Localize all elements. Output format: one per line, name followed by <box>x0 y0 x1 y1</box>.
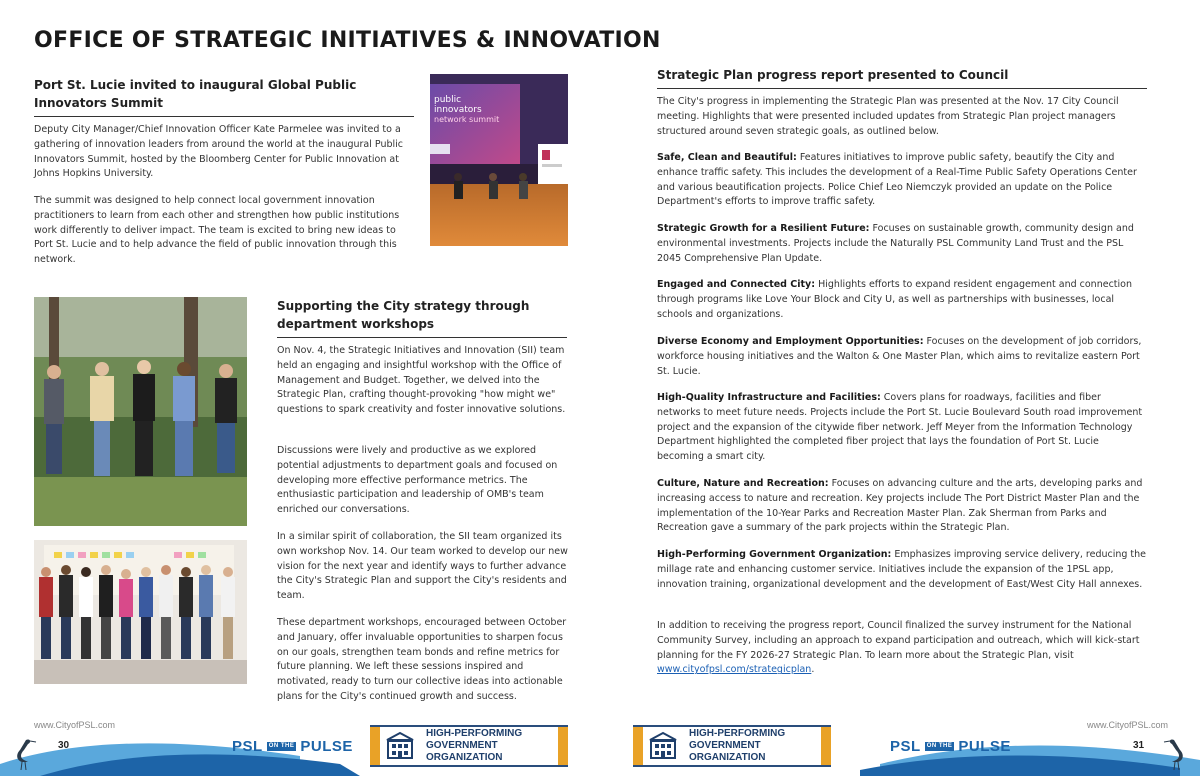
workshops-paragraph-3: In a similar spirit of collaboration, the SII team organized its own workshop Nov. 14. Our team worked to develop our new vision for the next year and identify ways to further advance the City's Strategic Plan and support the City's residents and team. <box>277 531 568 602</box>
city-hall-icon <box>384 730 416 762</box>
strategic-plan-heading: Strategic Plan progress report presented to Council <box>657 66 1147 89</box>
goal-text: Focuses on advancing culture and the arts, developing parks and increasing access to nature and recreation. Key projects include The Port District Master Plan and the implementation of the 10-Year Parks and Recreation Master Plan. Zak Sherman from Parks and Recreation gave a summary of the park projects within the Strategic Plan. <box>657 478 1143 534</box>
workshops-paragraph-1: On Nov. 4, the Strategic Initiatives and Innovation (SII) team held an engaging and insightful workshop with the Office of Management and Budget. Together, we delved into the Strategic Plan, crafting thought-provoking "how might we" questions to spark creativity and foster innovative solutions. <box>277 345 566 416</box>
team-photo-outdoor <box>34 297 247 526</box>
screen-text-1: public <box>434 95 462 105</box>
logo-psl: PSL <box>232 738 263 755</box>
high-performing-badge-left <box>370 725 568 767</box>
goal-name: Engaged and Connected City: <box>657 279 816 290</box>
goal-diverse-economy <box>657 335 1147 379</box>
footer-url-right[interactable]: www.CityofPSL.com <box>1087 720 1169 730</box>
badge-line-3: ORGANIZATION <box>426 752 503 763</box>
page-title: OFFICE OF STRATEGIC INITIATIVES & INNOVATION <box>34 28 661 53</box>
badge-line-1: HIGH-PERFORMING <box>426 728 523 739</box>
goal-name: Culture, Nature and Recreation: <box>657 478 829 489</box>
screen-text-3: network summit <box>434 115 500 124</box>
footer-url-left[interactable]: www.CityofPSL.com <box>34 720 116 730</box>
workshops-paragraph-2: Discussions were lively and productive as we explored potential adjustments to department goals and focused on developing more effective performance metrics. The enthusiastic participation and leadership of OMB's team enriched our conversations. <box>277 445 558 516</box>
strategic-plan-closing <box>657 619 1147 678</box>
goal-text: Features initiatives to improve public safety, beautify the City and enhance traffic safety. This includes the development of a Real-Time Public Safety Operations Center and various beautification projects. Police Chief Leo Niemczyk provided an update on the Police Department's efforts to improve traffic safety. <box>657 152 1137 208</box>
strategic-plan-link[interactable]: www.cityofpsl.com/strategicplan <box>657 664 812 676</box>
page-number-right: 31 <box>1133 740 1145 751</box>
goal-text: Focuses on sustainable growth, community design and environmental investments. Projects include the Naturally PSL Community Land Trust and the PSL 2045 Comprehensive Plan Update. <box>657 223 1134 264</box>
logo-on-the: ON THE <box>926 743 953 749</box>
goal-strategic-growth <box>657 222 1147 266</box>
heron-icon <box>1162 736 1190 772</box>
psl-pulse-logo-right <box>890 738 1011 755</box>
summit-paragraph-1: Deputy City Manager/Chief Innovation Officer Kate Parmelee was invited to a gathering of innovation leaders from around the world at the inaugural Public Innovators Summit, hosted by the Bloomberg Center for Public Innovation at Johns Hopkins University. <box>34 124 404 180</box>
logo-pulse: PULSE <box>300 738 353 755</box>
goal-safe-clean-beautiful <box>657 151 1147 210</box>
goal-text: Emphasizes improving service delivery, reducing the millage rate and enhancing customer service. Initiatives include the expansion of the 1PSL app, innovation training, organizational development and the development of East/West City Hall annexes. <box>657 549 1147 590</box>
heron-icon <box>10 736 38 772</box>
badge-line-2: GOVERNMENT <box>426 740 498 751</box>
team-photo-indoor <box>34 540 247 684</box>
summit-photo <box>430 74 568 246</box>
goal-infrastructure <box>657 391 1147 465</box>
page-number-left: 30 <box>58 740 70 751</box>
summit-heading: Port St. Lucie invited to inaugural Global Public Innovators Summit <box>34 76 414 117</box>
city-hall-icon <box>647 730 679 762</box>
badge-line-3: ORGANIZATION <box>689 752 766 763</box>
goal-name: High-Performing Government Organization: <box>657 549 892 560</box>
logo-psl: PSL <box>890 738 921 755</box>
psl-pulse-logo-left <box>232 738 353 755</box>
goal-name: High-Quality Infrastructure and Facilities: <box>657 392 881 403</box>
closing-text: In addition to receiving the progress report, Council finalized the survey instrument for the National Community Survey, including an approach to expand participation and outreach, which will kick-start planning for the FY 2026-27 Strategic Plan. To learn more about the Strategic Plan, visit <box>657 620 1140 661</box>
goal-text: Focuses on the development of job corridors, workforce housing initiatives and the Walton & One Master Plan, which aims to revitalize eastern Port St. Lucie. <box>657 336 1142 377</box>
goal-text: Covers plans for roadways, facilities and fiber networks to meet future needs. Projects include the Port St. Lucie Boulevard South road improvement project and the expansion of the citywide fiber network. Jeff Meyer from the Information Technology Department highlighted the completed fiber project that lays the foundation of Port St. Lucie becoming a smart city. <box>657 392 1143 463</box>
goal-name: Safe, Clean and Beautiful: <box>657 152 797 163</box>
badge-line-2: GOVERNMENT <box>689 740 761 751</box>
logo-pulse: PULSE <box>958 738 1011 755</box>
goal-high-performing-government <box>657 548 1147 592</box>
strategic-plan-intro: The City's progress in implementing the Strategic Plan was presented at the Nov. 17 City Council meeting. Highlights that were presented included updates from Strategic Plan project managers structured around seven strategic goals, as outlined below. <box>657 96 1119 137</box>
goal-name: Diverse Economy and Employment Opportunities: <box>657 336 924 347</box>
goal-culture-nature <box>657 477 1147 536</box>
workshops-paragraph-4: These department workshops, encouraged between October and January, offer invaluable opportunities to sharpen focus on our goals, strengthen team bonds and refine metrics for future planning. We left these sessions inspired and motivated, ready to turn our collective ideas into actionable plans for the City's continued growth and success. <box>277 617 567 702</box>
screen-text-2: innovators <box>434 105 482 115</box>
badge-line-1: HIGH-PERFORMING <box>689 728 786 739</box>
workshops-heading: Supporting the City strategy through department workshops <box>277 297 567 338</box>
closing-end: . <box>811 664 815 676</box>
goal-name: Strategic Growth for a Resilient Future: <box>657 223 870 234</box>
logo-on-the: ON THE <box>268 743 295 749</box>
goal-engaged-connected <box>657 278 1147 322</box>
high-performing-badge-right <box>633 725 831 767</box>
summit-paragraph-2: The summit was designed to help connect local government innovation practitioners to learn from each other and strengthen how public institutions work differently to deliver impact. The team is excited to bring new ideas to Port St. Lucie and to help advance the field of public innovation through this network. <box>34 195 400 266</box>
goal-text: Highlights efforts to expand resident engagement and connection through programs like Love Your Block and City U, as well as partnerships with businesses, local schools and organizations. <box>657 279 1132 320</box>
